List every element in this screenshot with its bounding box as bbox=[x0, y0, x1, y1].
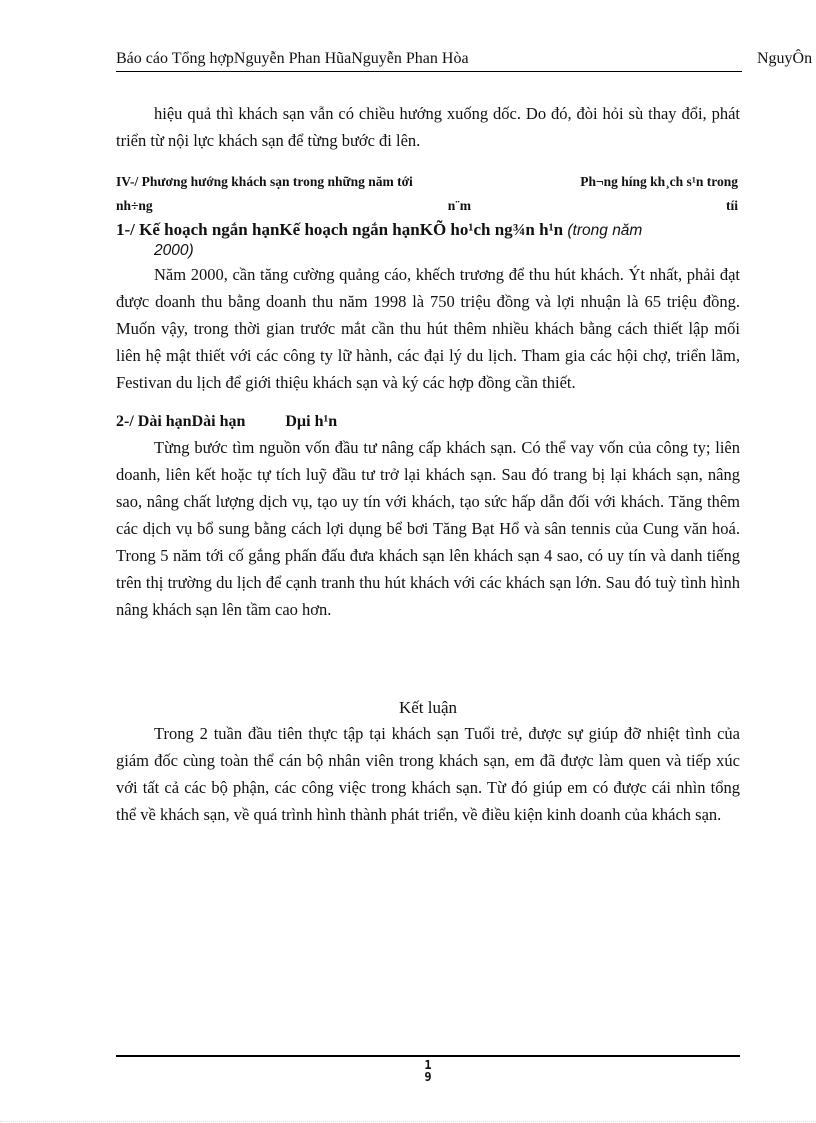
paragraph-short-term: Năm 2000, cần tăng cường quảng cáo, khếch trương để thu hút khách. Ýt nhất, phải đạt được doanh thu bằng doanh thu năm 1998 là 750 triệu đồng và lợi nhuận là 65 triệu đồng. Muốn vậy, trong thời gian trước mắt cần thu hút thêm nhiều khách bằng cách thiết lập mối liên hệ mật thiết với các công ty lữ hành, các đại lý du lịch. Tham gia các hội chợ, triển lãm, Festivan du lịch để giới thiệu khách sạn và ký các hợp đồng cần thiết. bbox=[116, 265, 740, 392]
page-body bbox=[116, 100, 740, 828]
section-heading-iv-title: IV-/ Phương hướng khách sạn trong những năm tới bbox=[116, 174, 413, 189]
paragraph-intro: hiệu quả thì khách sạn vẫn có chiều hướng xuống dốc. Do đó, đòi hỏi sù thay đổi, phát triển từ nội lực khách sạn để từng bước đi lên. bbox=[116, 104, 740, 150]
footer-rule bbox=[116, 1055, 740, 1057]
running-header: Báo cáo Tổng hợpNguyễn Phan HũaNguyễn Phan Hòa bbox=[116, 50, 469, 67]
subheading-short-term-note-year: 2000) bbox=[154, 242, 194, 259]
paragraph-conclusion: Trong 2 tuần đầu tiên thực tập tại khách sạn Tuổi trẻ, được sự giúp đỡ nhiệt tình của giám đốc cùng toàn thể cán bộ nhân viên trong khách sạn, em đã được làm quen và tiếp xúc với tất cả các bộ phận, các công việc trong khách sạn. Từ đó giúp em có được cái nhìn tổng thể về khách sạn, về quá trình hình thành phát triển, về điều kiện kinh doanh của khách sạn. bbox=[116, 724, 740, 824]
subheading-short-term bbox=[116, 220, 740, 261]
conclusion-title: Kết luận bbox=[398, 698, 458, 717]
subheading-short-term-note: (trong năm bbox=[567, 222, 643, 239]
running-header-overflow: NguyÔn bbox=[757, 50, 813, 67]
header-rule bbox=[116, 71, 742, 72]
subheading-short-term-title: 1-/ Kế hoạch ngắn hạnKế hoạch ngắn hạnKÕ ho¹ch ng¾n h¹n bbox=[116, 220, 564, 239]
page-number-digit-2: 9 bbox=[424, 1070, 432, 1084]
section-heading-iv-garbled: Ph¬ng híng kh¸ch s¹n trong bbox=[580, 174, 738, 189]
subheading-long-term: 2-/ Dài hạnDài hạn Dµi h¹n bbox=[116, 413, 338, 430]
section-heading-iv-line1 bbox=[116, 170, 738, 194]
section-heading-iv-word-b: n¨m bbox=[447, 198, 471, 213]
section-heading-iv-line2 bbox=[116, 194, 738, 218]
section-heading-iv-word-a: nh÷ng bbox=[116, 198, 153, 213]
section-heading-iv bbox=[116, 170, 738, 218]
page-number-digit-1: 1 bbox=[424, 1058, 432, 1072]
page-bottom-edge bbox=[0, 1121, 816, 1122]
page-number bbox=[416, 1059, 440, 1083]
section-heading-iv-word-c: tíi bbox=[726, 198, 738, 213]
paragraph-long-term: Từng bước tìm nguồn vốn đầu tư nâng cấp khách sạn. Có thể vay vốn của công ty; liên doanh, liên kết hoặc tự tích luỹ đầu tư trở lại khách sạn. Sau đó trang bị lại khách sạn, nâng sao, nâng chất lượng dịch vụ, tạo uy tín với khách, tạo sức hấp dẫn đối với khách. Tăng thêm các dịch vụ bổ sung bằng cách lợi dụng bể bơi Tăng Bạt Hổ và sân tennis của Cung văn hoá. Trong 5 năm tới cố gắng phấn đấu đưa khách sạn lên khách sạn 4 sao, có uy tín và danh tiếng trên thị trường du lịch để cạnh tranh thu hút khách với các khách sạn lớn. Sau đó tuỳ tình hình nâng khách sạn lên tầm cao hơn. bbox=[116, 438, 740, 619]
